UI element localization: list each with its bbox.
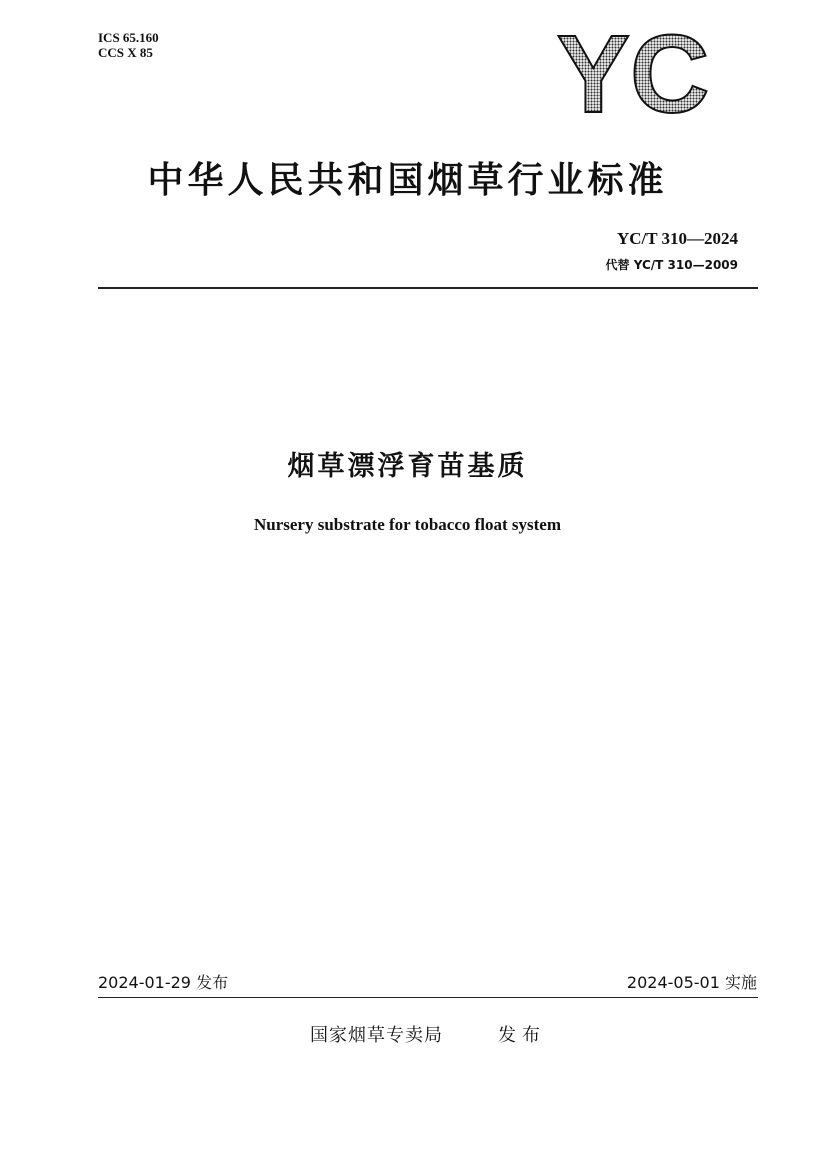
footer-divider (98, 997, 758, 998)
implementation-date: 2024-05-01 实施 (626, 973, 757, 992)
ics-code: ICS 65.160 (98, 30, 159, 45)
issue-date: 2024-01-29 发布 (98, 973, 229, 992)
standard-category: 中华人民共和国烟草行业标准 (147, 160, 668, 201)
issuer-action: 发布 (498, 1025, 546, 1046)
classification-codes (98, 30, 159, 60)
standard-number: YC/T 310—2024 (616, 229, 738, 248)
issuer-name: 国家烟草专卖局 (310, 1025, 443, 1046)
yc-logo (548, 22, 718, 122)
header-divider (98, 287, 758, 289)
document-title-cn: 烟草漂浮育苗基质 (287, 451, 528, 482)
document-title-en: Nursery substrate for tobacco float system (253, 515, 562, 534)
logo-text: YC (556, 22, 710, 122)
ccs-code: CCS X 85 (98, 45, 153, 60)
replaces-standard: 代替 YC/T 310—2009 (605, 258, 738, 272)
